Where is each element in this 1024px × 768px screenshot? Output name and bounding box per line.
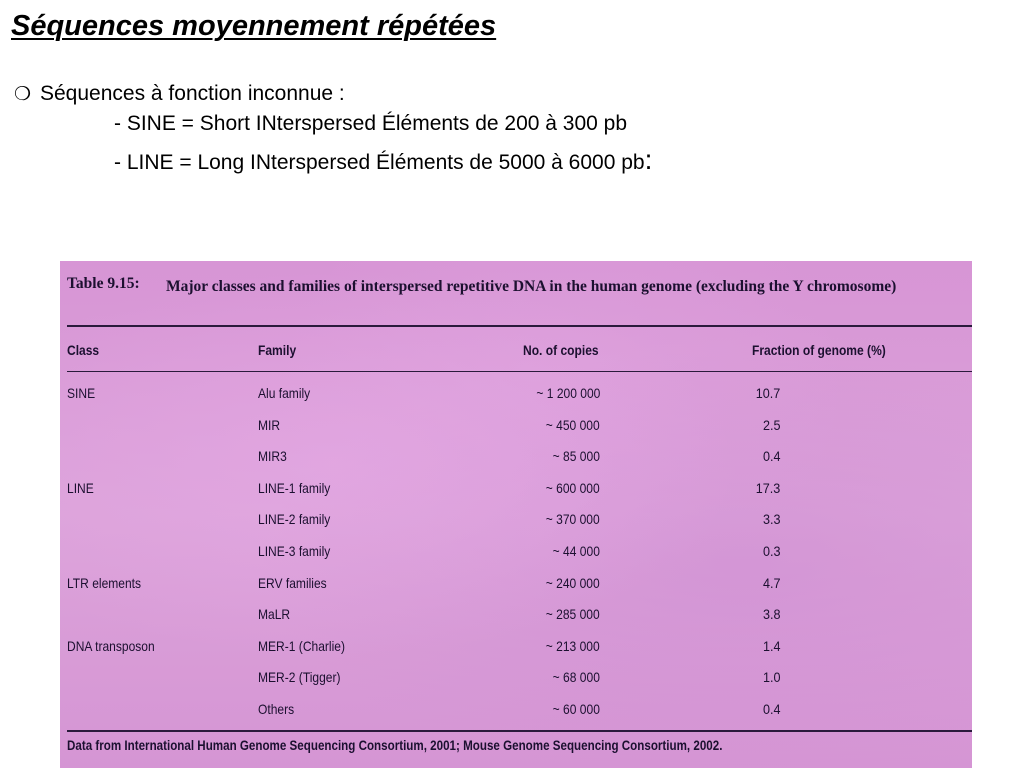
table-header-rule: [67, 371, 972, 372]
cell-fraction: 0.3: [762, 543, 780, 559]
column-header-family: Family: [258, 342, 297, 358]
table-row: [60, 442, 972, 473]
cell-class: LTR elements: [67, 575, 142, 591]
cell-family: MIR3: [258, 448, 287, 464]
table-row: [60, 569, 972, 600]
cell-family: LINE-2 family: [258, 511, 331, 527]
sub-item-sine: [114, 111, 627, 137]
cell-class: SINE: [67, 385, 96, 401]
column-header-copies: No. of copies: [523, 342, 599, 358]
table-row: [60, 379, 972, 410]
cell-fraction: 3.8: [762, 606, 780, 622]
cell-copies: ~ 44 000: [552, 543, 600, 559]
bullet-item: [14, 81, 345, 108]
column-header-class: Class: [67, 342, 100, 358]
cell-fraction: 17.3: [755, 480, 780, 496]
bullet-text: Séquences à fonction inconnue :: [40, 82, 345, 105]
cell-copies: ~ 240 000: [546, 575, 600, 591]
table-bottom-rule: [67, 730, 972, 732]
table-top-rule: [67, 325, 972, 327]
sub-item-text: - LINE = Long INterspersed Éléments de 5000 à 6000 pb: [114, 151, 645, 174]
table-row: [60, 474, 972, 505]
table-row: [60, 537, 972, 568]
table-row: [60, 695, 972, 726]
cell-family: MIR: [258, 417, 281, 433]
cell-fraction: 2.5: [762, 417, 780, 433]
table-source-note: Data from International Human Genome Sequencing Consortium, 2001; Mouse Genome Sequencing Consortium, 2002.: [67, 738, 723, 753]
sub-item-line: [114, 144, 653, 176]
sub-item-text: - SINE = Short INterspersed Éléments de 200 à 300 pb: [114, 112, 628, 135]
cell-copies: ~ 285 000: [546, 606, 600, 622]
table-caption: Major classes and families of interspersed repetitive DNA in the human genome (excluding the Y chromosome): [166, 278, 897, 295]
trailing-colon: :: [644, 144, 653, 175]
cell-fraction: 4.7: [762, 575, 780, 591]
cell-class: DNA transposon: [67, 638, 155, 654]
column-header-fraction: Fraction of genome (%): [752, 342, 886, 358]
scanned-table-image: [60, 261, 972, 768]
cell-fraction: 0.4: [762, 701, 780, 717]
cell-copies: ~ 213 000: [546, 638, 600, 654]
cell-family: MER-1 (Charlie): [258, 638, 345, 654]
cell-family: Alu family: [258, 385, 311, 401]
cell-fraction: 10.7: [755, 385, 780, 401]
slide-title: Séquences moyennement répétées: [11, 10, 497, 42]
cell-copies: ~ 85 000: [552, 448, 600, 464]
cell-family: MaLR: [258, 606, 291, 622]
table-row: [60, 505, 972, 536]
cell-fraction: 1.4: [762, 638, 780, 654]
table-row: [60, 411, 972, 442]
cell-copies: ~ 60 000: [552, 701, 600, 717]
cell-fraction: 0.4: [762, 448, 780, 464]
cell-copies: ~ 1 200 000: [536, 385, 600, 401]
cell-copies: ~ 68 000: [552, 669, 600, 685]
table-row: [60, 600, 972, 631]
cell-copies: ~ 450 000: [546, 417, 600, 433]
cell-copies: ~ 600 000: [546, 480, 600, 496]
cell-family: Others: [258, 701, 295, 717]
cell-family: ERV families: [258, 575, 327, 591]
cell-family: LINE-1 family: [258, 480, 331, 496]
circle-bullet-icon: ❍: [14, 84, 32, 105]
table-row: [60, 632, 972, 663]
cell-family: MER-2 (Tigger): [258, 669, 341, 685]
table-row: [60, 663, 972, 694]
cell-fraction: 1.0: [762, 669, 780, 685]
cell-family: LINE-3 family: [258, 543, 331, 559]
table-caption-number: Table 9.15:: [67, 275, 140, 292]
cell-copies: ~ 370 000: [546, 511, 600, 527]
cell-class: LINE: [67, 480, 94, 496]
cell-fraction: 3.3: [762, 511, 780, 527]
